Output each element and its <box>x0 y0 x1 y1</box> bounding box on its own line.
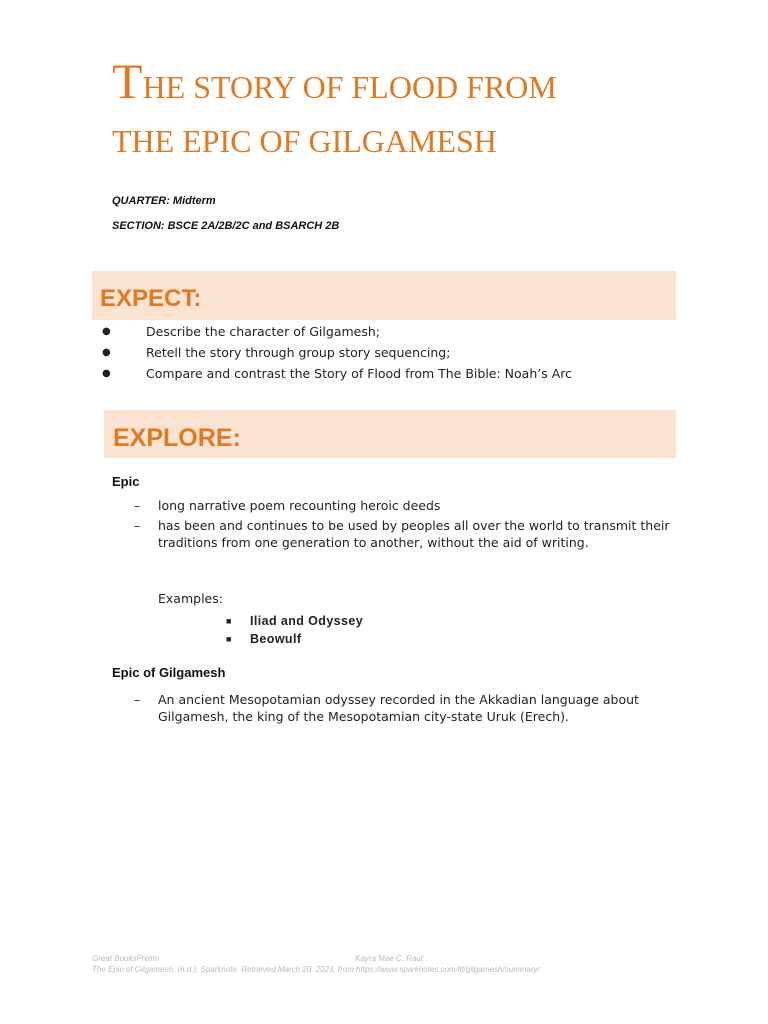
bullet-icon: ● <box>102 368 111 379</box>
dash-icon: – <box>134 692 141 707</box>
expect-heading: EXPECT: <box>100 285 202 312</box>
list-item: ● Describe the character of Gilgamesh; <box>102 321 702 342</box>
bullet-icon: ● <box>102 326 111 337</box>
epic-points <box>134 497 674 554</box>
list-item: – An ancient Mesopotamian odyssey recorded in the Akkadian language about Gilgamesh, the king of the Mesopotamian city-state Uruk (Erech). <box>134 692 639 724</box>
document-title <box>112 54 732 168</box>
quarter-label: QUARTER: Midterm <box>112 195 216 207</box>
footer-course: Great BooksPrelim <box>92 954 160 963</box>
examples-list <box>226 612 363 648</box>
list-item: ● Compare and contrast the Story of Flood from The Bible: Noah’s Arc <box>102 363 702 384</box>
footer-citation: The Epic of Gilgamesh. (n.d.). Sparknote. Retrieved March 20, 2023, from https://www.sparknotes.com/lit/gilgamesh/summary/ <box>92 965 540 974</box>
list-item: ■ Beowulf <box>226 632 302 646</box>
section-label: SECTION: BSCE 2A/2B/2C and BSARCH 2B <box>112 220 340 232</box>
epic-heading: Epic <box>112 474 140 489</box>
gilgamesh-heading: Epic of Gilgamesh <box>112 665 226 680</box>
square-bullet-icon: ■ <box>226 634 232 644</box>
expect-list <box>102 321 702 384</box>
square-bullet-icon: ■ <box>226 616 232 626</box>
footer-author: Kayra Mae C. Raut <box>355 954 424 963</box>
title-line-2: THE EPIC OF GILGAMESH <box>112 123 497 159</box>
list-item: – long narrative poem recounting heroic deeds <box>134 498 441 513</box>
examples-label: Examples: <box>158 591 223 606</box>
list-item: – has been and continues to be used by peoples all over the world to transmit their traditions from one generation to another, without the aid of writing. <box>134 518 670 550</box>
list-item: ■ Iliad and Odyssey <box>226 614 364 628</box>
gilgamesh-points <box>134 691 674 728</box>
explore-band <box>104 410 676 458</box>
explore-heading: EXPLORE: <box>113 424 241 452</box>
expect-band <box>92 271 676 320</box>
list-item: ● Retell the story through group story sequencing; <box>102 342 702 363</box>
bullet-icon: ● <box>102 347 111 358</box>
dash-icon: – <box>134 518 141 533</box>
title-line-1: THE STORY OF FLOOD FROM <box>112 53 557 109</box>
dash-icon: – <box>134 498 141 513</box>
